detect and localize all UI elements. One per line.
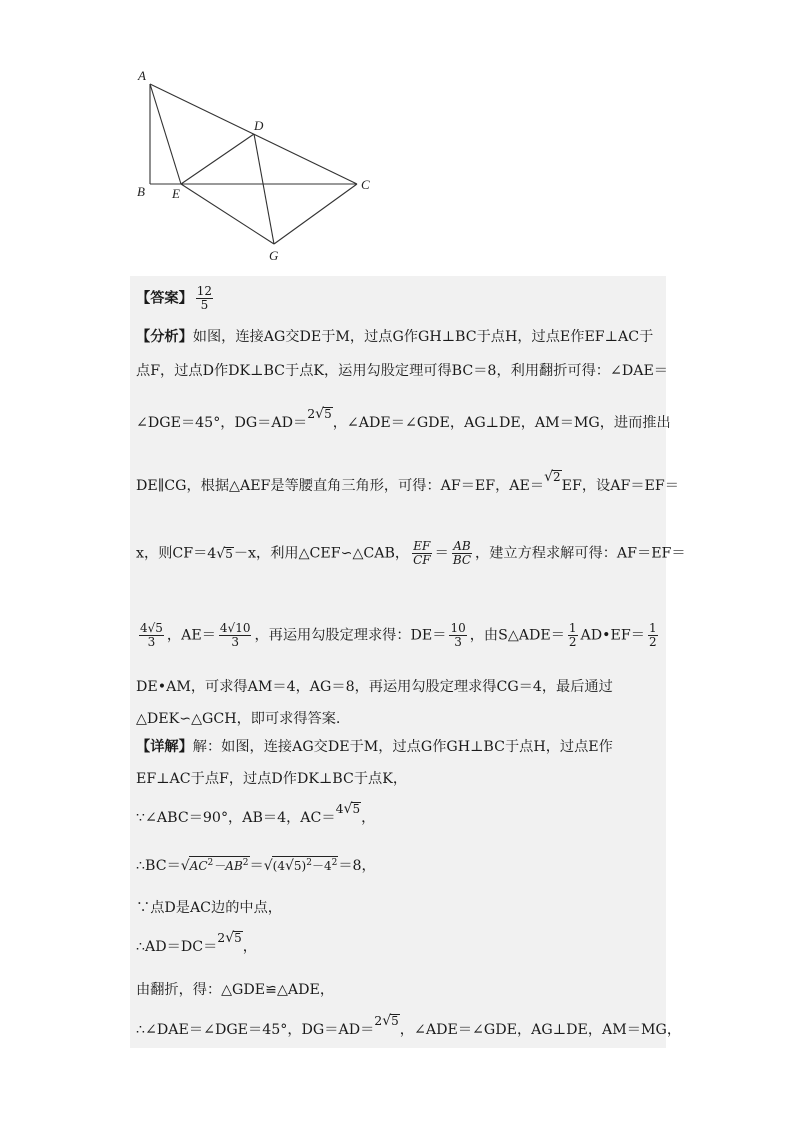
- detail-line-2: EF⊥AC于点F，过点D作DK⊥BC于点K，: [136, 771, 408, 787]
- label-g: G: [269, 248, 279, 263]
- segment-ed: [181, 134, 254, 184]
- geometry-figure: [130, 62, 380, 268]
- segment-eg: [181, 184, 274, 244]
- detail-line-5: ∵点D是AC边的中点，: [136, 900, 282, 916]
- detail-line-8: ∴∠DAE＝∠DGE＝45°，DG＝AD＝2√5，∠ADE＝∠GDE，AG⊥DE，AM＝MG，: [136, 1013, 682, 1038]
- label-d: D: [254, 118, 264, 133]
- label-e: E: [172, 186, 180, 201]
- analysis-tag: 【分析】: [136, 329, 193, 345]
- label-c: C: [361, 177, 370, 192]
- answer-line: [136, 285, 216, 312]
- answer-fraction: $\frac{12}{5}$: [196, 284, 213, 312]
- analysis-line-5: x，则CF＝4√5－x，利用△CEF∽△CAB， $\frac{EF}{CF}$ ＝ $\frac{AB}{BC}$ ，建立方程求解可得：AF＝EF＝: [136, 539, 686, 567]
- solution-box: [130, 276, 666, 1048]
- segment-ae: [150, 84, 181, 184]
- analysis-line-4: DE∥CG，根据△AEF是等腰直角三角形，可得：AF＝EF，AE＝√2EF，设AF＝EF＝: [136, 469, 679, 494]
- segment-dg: [254, 134, 274, 244]
- analysis-line-2: 点F，过点D作DK⊥BC于点K，运用勾股定理可得BC＝8，利用翻折可得：∠DAE＝: [136, 363, 668, 379]
- detail-tag: 【详解】: [136, 739, 193, 755]
- fraction-ab-bc: $\frac{AB}{BC}$: [452, 539, 472, 567]
- detail-line-7: 由翻折，得：△GDE≌△ADE，: [136, 982, 335, 998]
- detail-line-1: 【详解】解：如图，连接AG交DE于M，过点G作GH⊥BC于点H，过点E作: [136, 739, 613, 755]
- analysis-line-7: DE•AM，可求得AM＝4，AG＝8，再运用勾股定理求得CG＝4，最后通过: [136, 679, 613, 695]
- detail-line-4: $\therefore BC=√AC^2-AB^2=√(4√5)^2-4^2=8$，: [136, 858, 376, 874]
- fraction-ef-cf: $\frac{EF}{CF}$: [413, 539, 431, 567]
- segment-cg: [274, 184, 357, 244]
- analysis-line-8: △DEK∽△GCH，即可求得答案.: [136, 711, 341, 727]
- analysis-line-3: ∠DGE＝45°，DG＝AD＝2√5，∠ADE＝∠GDE，AG⊥DE，AM＝MG，进而推出: [136, 406, 671, 431]
- analysis-line-6: $\frac{4√5}{3}$ ，AE＝ $\frac{4√10}{3}$ ，再运用勾股定理求得：DE＝ $\frac{10}{3}$ ，由S△ADE＝ $\frac{1}{2}$ AD•EF＝ $\frac{1}{2}$: [140, 621, 657, 649]
- label-b: B: [137, 184, 145, 199]
- analysis-line-1: 【分析】如图，连接AG交DE于M，过点G作GH⊥BC于点H，过点E作EF⊥AC于: [136, 329, 654, 345]
- label-a: A: [138, 68, 146, 83]
- detail-line-3: ∵∠ABC＝90°，AB＝4，AC＝4√5，: [136, 801, 376, 826]
- answer-tag: 【答案】: [136, 290, 193, 307]
- detail-line-6: ∴AD＝DC＝2√5，: [136, 930, 257, 955]
